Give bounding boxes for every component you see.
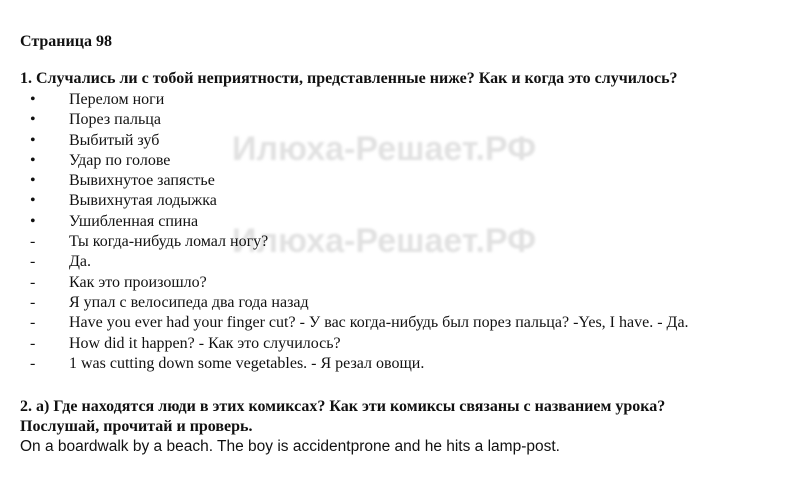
dash-marker: - [30,334,36,352]
question-2-line-2: Послушай, прочитай и проверь. [20,418,253,435]
bullet-text: Вывихнутая лодыжка [69,192,217,210]
question-1: 1. Случались ли с тобой неприятности, представленные ниже? Как и когда это случилось? [20,70,678,87]
dialogue-text: How did it happen? - Как это случилось? [69,334,341,352]
exercise-list [20,90,780,374]
dialogue-line [20,273,780,293]
question-2 [20,397,665,437]
page-title: Страница 98 [20,33,112,50]
bullet-marker: • [30,212,36,230]
bullet-item [20,131,780,151]
dialogue-text: Have you ever had your finger cut? - У вас когда-нибудь был порез пальца? -Yes, I have. - Да. [69,314,689,332]
bullet-marker: • [30,172,36,190]
watermark: Илюха-Решает.РФ [232,222,537,260]
bullet-text: Вывихнутое запястье [69,172,215,190]
dialogue-line [20,293,780,313]
bullet-text: Перелом ноги [69,91,165,108]
bullet-text: Выбитый зуб [69,131,160,149]
bullet-item [20,212,780,232]
dialogue-text: Ты когда-нибудь ломал ногу? [69,233,269,251]
bullet-marker: • [30,91,36,108]
bullet-marker: • [30,131,36,149]
dialogue-line [20,252,780,272]
answer-2: On a boardwalk by a beach. The boy is accidentprone and he hits a lamp-post. [20,438,560,455]
dialogue-text: 1 was cutting down some vegetables. - Я резал овощи. [69,354,425,372]
dash-marker: - [30,273,36,291]
dash-marker: - [30,233,36,251]
bullet-marker: • [30,151,36,169]
bullet-item [20,151,780,171]
bullet-text: Удар по голове [69,151,171,169]
dialogue-text: Как это произошло? [69,273,207,291]
dialogue-text: Я упал с велосипеда два года назад [69,293,309,311]
dash-marker: - [30,314,36,332]
bullet-marker: • [30,111,36,129]
bullet-item [20,110,780,130]
bullet-item [20,90,780,110]
bullet-item [20,191,780,211]
bullet-marker: • [30,192,36,210]
dash-marker: - [30,293,36,311]
watermark: Илюха-Решает.РФ [232,130,537,168]
dash-marker: - [30,253,36,271]
question-2-line-1: 2. а) Где находятся люди в этих комиксах? Как эти комиксы связаны с названием урока? [20,398,666,415]
dialogue-line [20,334,780,354]
dialogue-line [20,313,780,333]
dialogue-line [20,354,780,374]
bullet-text: Порез пальца [69,111,161,129]
bullet-text: Ушибленная спина [69,212,199,230]
bullet-item [20,171,780,191]
dialogue-line [20,232,780,252]
dialogue-text: Да. [69,253,92,271]
dash-marker: - [30,354,36,372]
